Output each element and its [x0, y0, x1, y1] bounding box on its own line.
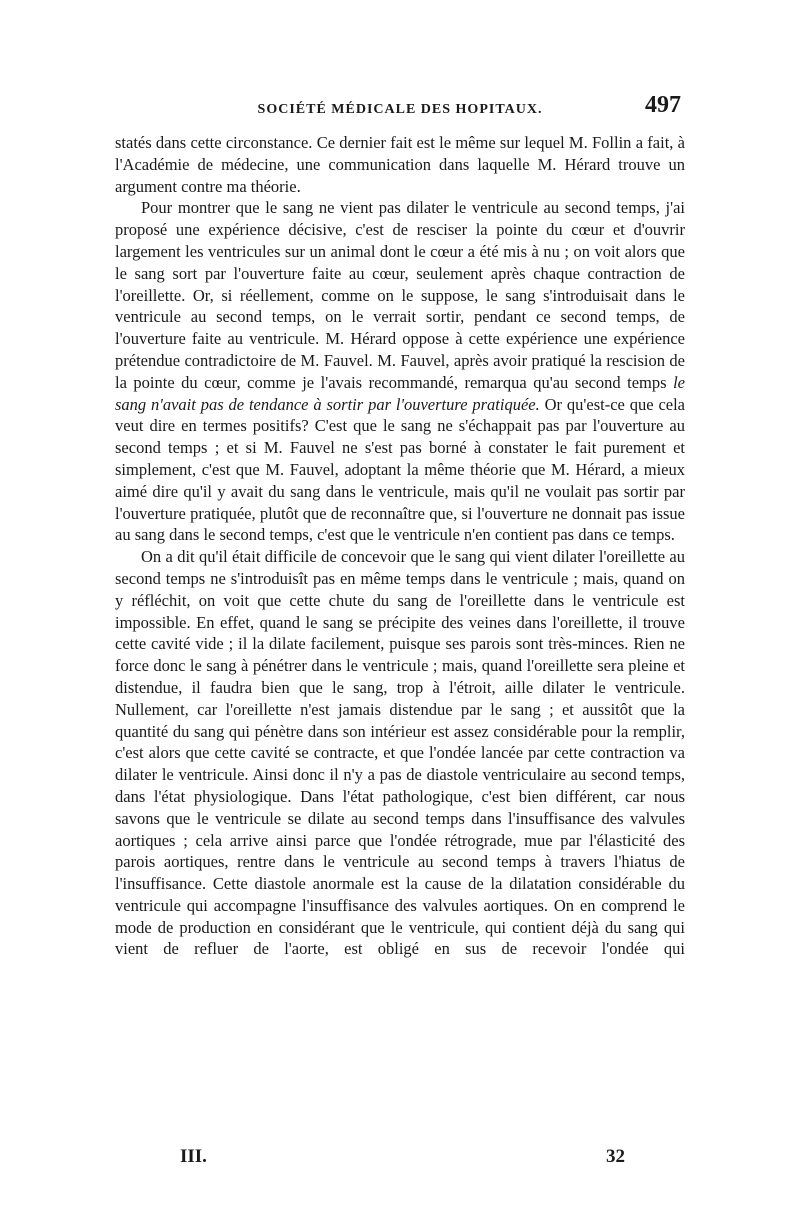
signature-mark: III.	[180, 1146, 207, 1167]
paragraph-2-text-a: Pour montrer que le sang ne vient pas dilater le ventricule au second temps, j'ai proposé une expérience décisive, c'est de resciser la pointe du cœur et d'ouvrir largement les ventricules sur un animal dont le cœur a été mis à nu ; on voit alors que le sang sort par l'ouverture faite au cœur, seulement après chaque contraction de l'oreillette. Or, si réellement, comme on le suppose, le sang s'introduisait dans le ventricule au second temps, on le verrait sortir, pendant ce second temps, de l'ouverture faite au ventricule. M. Hérard oppose à cette expérience une expérience prétendue contradictoire de M. Fauvel. M. Fauvel, après avoir pratiqué la rescision de la pointe du cœur, comme je l'avais recommandé, remarqua qu'au second temps	[115, 198, 685, 392]
running-title: SOCIÉTÉ MÉDICALE DES HOPITAUX.	[257, 102, 543, 117]
body-text	[115, 132, 685, 960]
paragraph-2-italic-quote: le sang n'avait pas de tendance à sortir par l'ouverture pratiquée.	[115, 372, 685, 414]
sheet-number: 32	[606, 1146, 625, 1167]
page-number: 497	[645, 92, 681, 118]
page-footer	[115, 1146, 685, 1176]
paragraph-3-text: On a dit qu'il était difficile de concevoir que le sang qui vient dilater l'oreillette au second temps ne s'introduisît pas en même temps dans le ventricule ; mais, quand on y réfléchit, on voit que cette chute du sang de l'oreillette dans le ventricule est impossible. En effet, quand le sang se précipite des veines dans l'oreillette, il trouve cette cavité vide ; il la dilate facilement, puisque ses parois sont très-minces. Rien ne force donc le sang à pénétrer dans le ventricule ; mais, quand l'oreillette sera pleine et distendue, il faudra bien que le sang, trop à l'étroit, aille dilater le ventricule. Nullement, car l'oreillette n'est jamais distendue par le sang ; et aussitôt que la quantité du sang qui pénètre dans son intérieur est assez considérable pour la remplir, c'est alors que cette cavité se contracte, et que l'ondée lancée par cette contraction va dilater le ventricule. Ainsi donc il n'y a pas de diastole ventriculaire au second temps, dans l'état physiologique. Dans l'état pathologique, c'est bien différent, car nous savons que le ventricule se dilate au second temps dans l'insuffisance des valvules aortiques ; cela arrive ainsi parce que l'ondée rétrograde, mue par l'élasticité des parois aortiques, rentre dans le ventricule au second temps à travers l'hiatus de l'insuffisance. Cette diastole anormale est la cause de la dilatation considérable du ventricule qui accompagne l'insuffisance des valvules aortiques. On en comprend le mode de production en considérant que le ventricule, qui contient déjà du sang qui vient de refluer de l'aorte, est obligé en sus de recevoir l'ondée qui	[115, 547, 685, 959]
paragraph-2	[115, 197, 685, 546]
page-header	[115, 90, 685, 130]
paragraph-2-text-b: Or qu'est-ce que cela veut dire en termes positifs? C'est que le sang ne s'échappait pas par l'ouverture au second temps ; et si M. Fauvel ne s'est pas borné à constater le fait purement et simplement, c'est que M. Fauvel, adoptant la même théorie que M. Hérard, a mieux aimé dire qu'il y avait du sang dans le ventricule, mais qu'il ne voulait pas sortir par l'ouverture pratiquée, plutôt que de reconnaître que, si l'ouverture ne donnait pas issue au sang dans le second temps, c'est que le ventricule n'en contient pas dans ce temps.	[115, 394, 686, 545]
paragraph-3	[115, 546, 685, 960]
paragraph-1	[115, 132, 685, 197]
paragraph-1-text: statés dans cette circonstance. Ce dernier fait est le même sur lequel M. Follin a fait, à l'Académie de médecine, une communication dans laquelle M. Hérard trouve un argument contre ma théorie.	[115, 133, 685, 196]
